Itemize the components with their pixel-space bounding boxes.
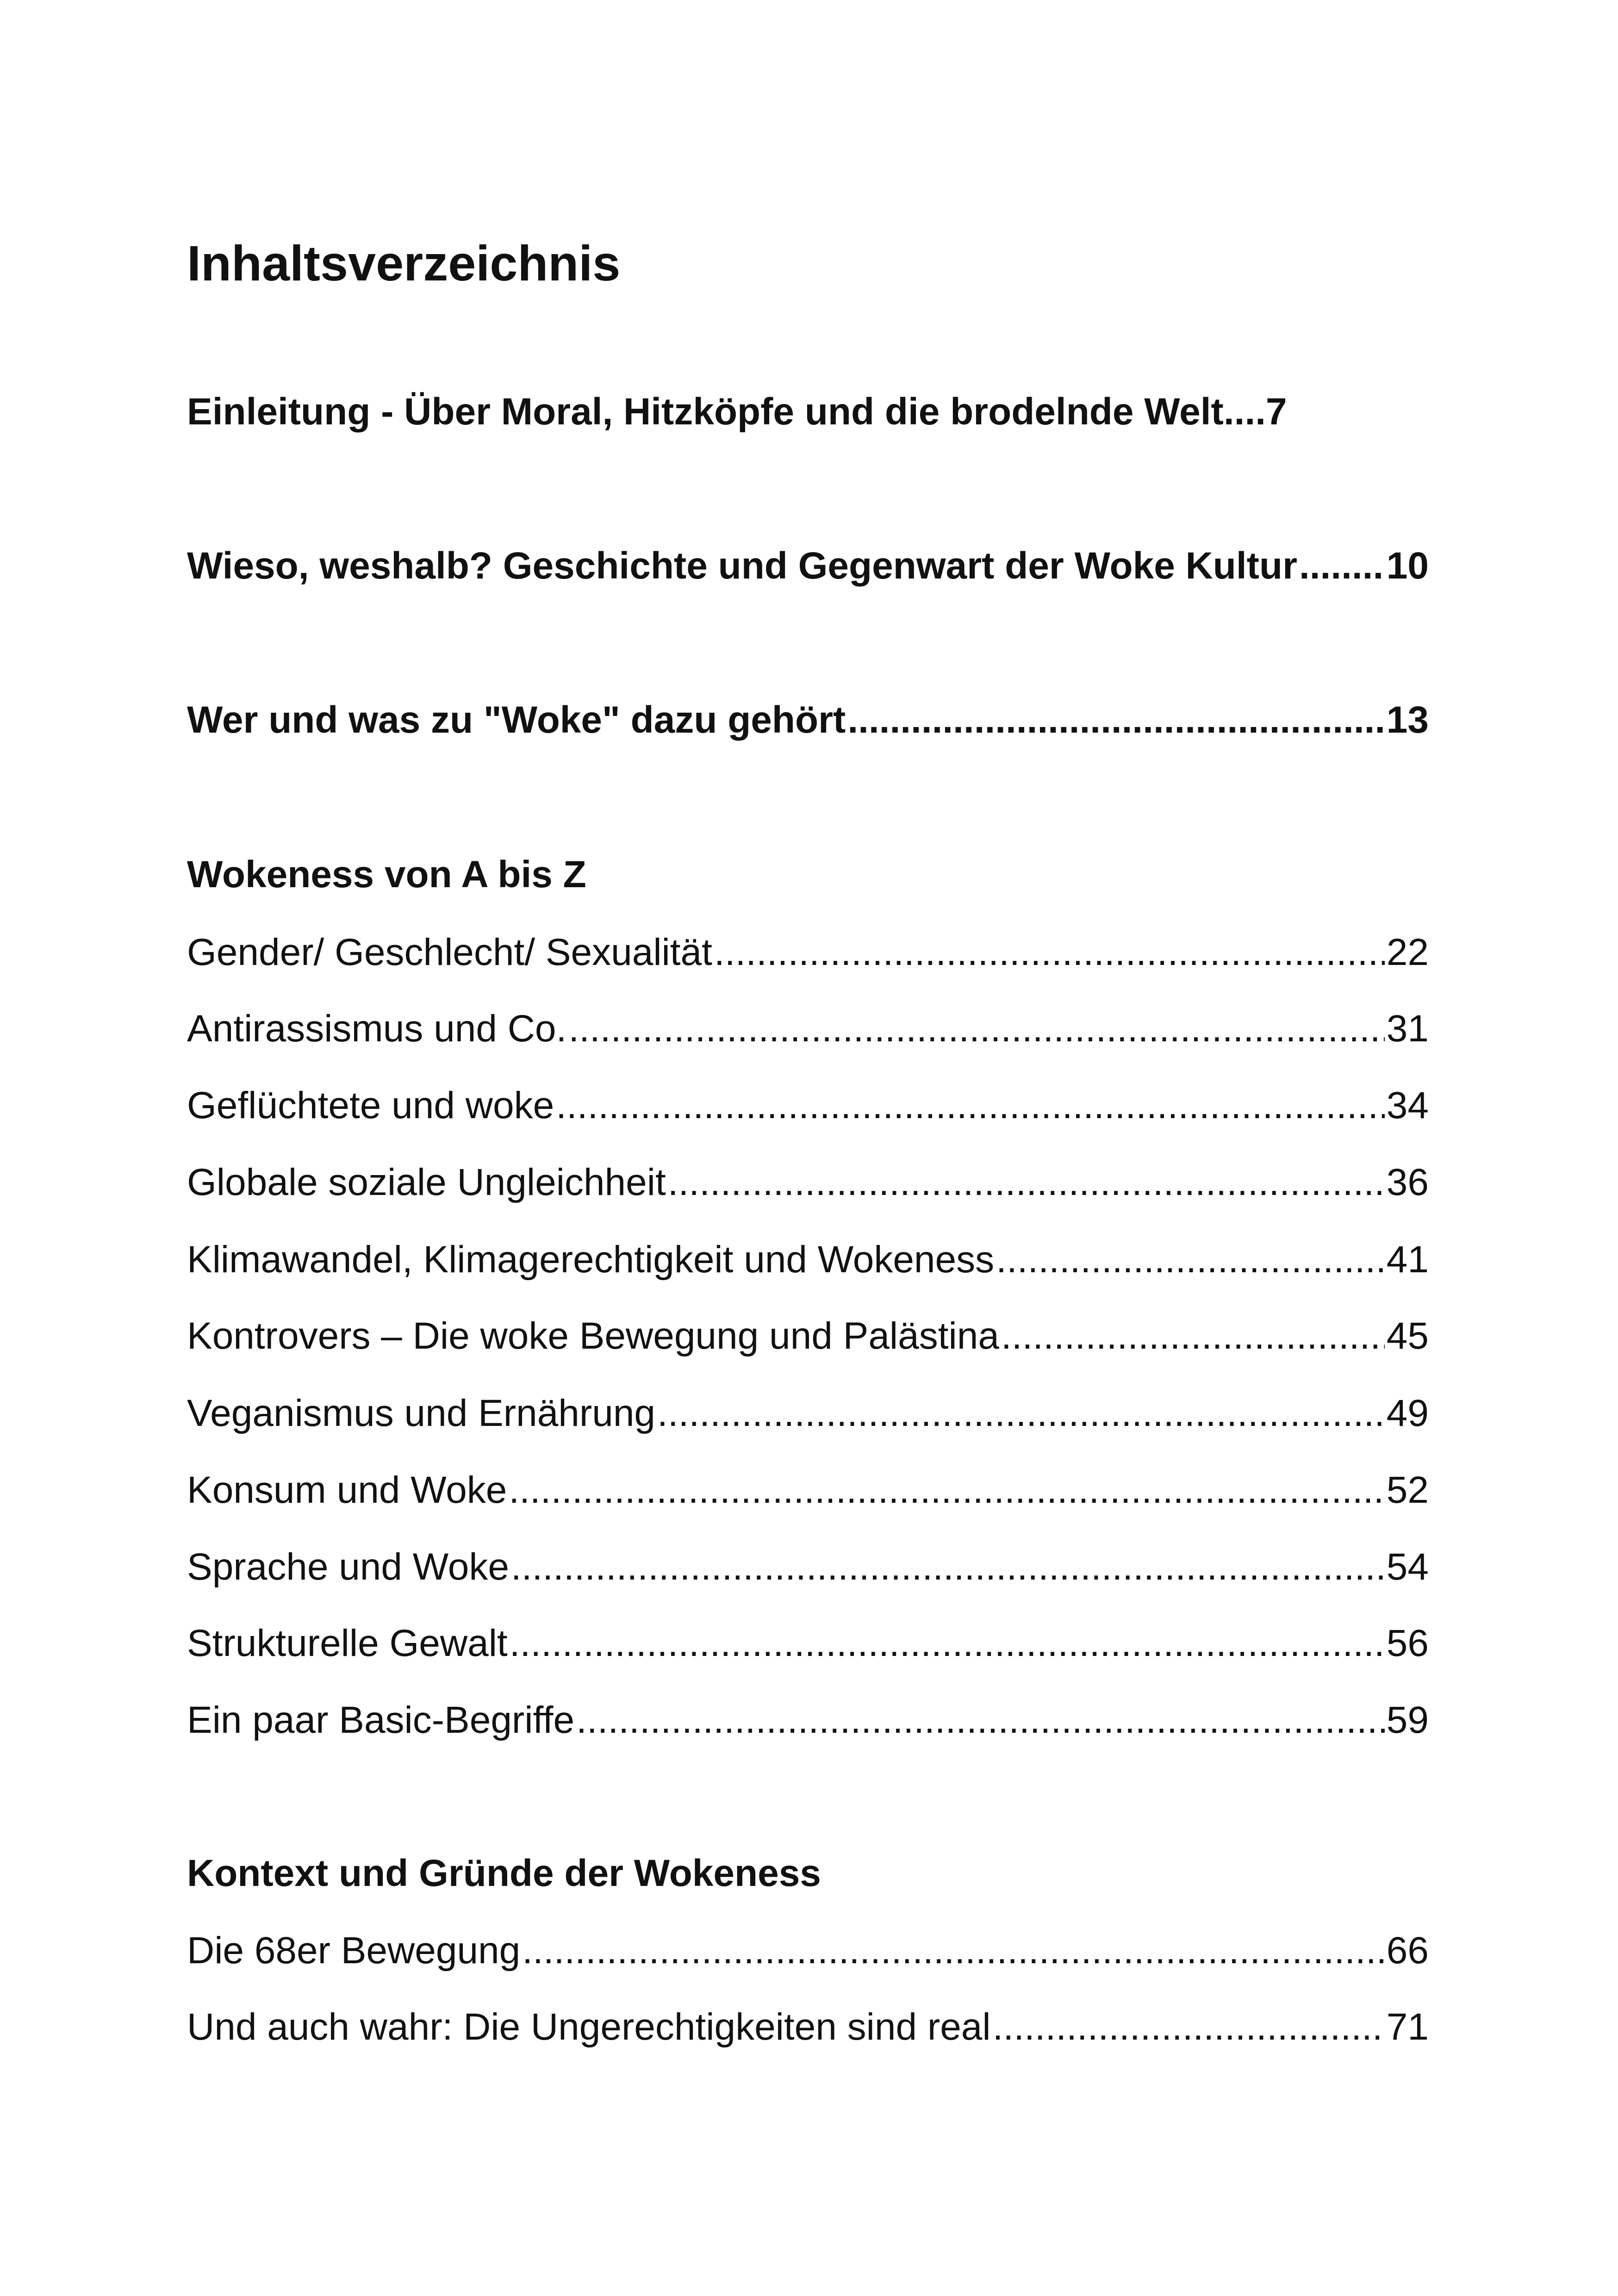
toc-leader-dots — [568, 1003, 1384, 1054]
toc-page-number: 22 — [1386, 931, 1429, 973]
toc-page-number: 13 — [1386, 699, 1429, 741]
toc-entry[interactable] — [187, 1695, 1429, 1746]
toc-entry-text: Kontrovers – Die woke Bewegung und Palästina — [187, 1315, 999, 1357]
toc-page-number: 54 — [1386, 1546, 1429, 1588]
toc-entry[interactable] — [187, 1925, 1429, 1976]
toc-entry-chapter[interactable] — [187, 541, 1429, 591]
toc-leader-dots — [576, 1695, 1385, 1746]
toc-entry-text: Veganismus und Ernährung — [187, 1392, 656, 1434]
toc-page-number: 7 — [1266, 391, 1287, 433]
toc-leader-dots — [668, 1157, 1385, 1208]
toc-leader-dots — [511, 1542, 1385, 1593]
toc-page-number: 41 — [1386, 1238, 1429, 1281]
toc-entry-text: Die 68er Bewegung — [187, 1929, 521, 1972]
toc-leader-dots — [556, 1080, 1385, 1131]
toc-leader-dots — [993, 2002, 1385, 2053]
toc-entry[interactable] — [187, 1618, 1429, 1669]
toc-page-number: 52 — [1386, 1469, 1429, 1511]
toc-page-number: 66 — [1386, 1929, 1429, 1972]
toc-leader-dots — [714, 927, 1385, 978]
toc-page-number: 56 — [1386, 1622, 1429, 1664]
toc-page-number: 31 — [1386, 1008, 1429, 1050]
toc-entry-text: Strukturelle Gewalt — [187, 1622, 508, 1664]
toc-leader-dots — [509, 1465, 1384, 1516]
toc-entry-text: Wieso, weshalb? Geschichte und Gegenwart der Woke Kultur — [187, 545, 1297, 587]
toc-page-number: 45 — [1386, 1315, 1429, 1357]
toc-page-number: 34 — [1386, 1084, 1429, 1126]
toc-entry[interactable] — [187, 1388, 1429, 1439]
section-heading: Wokeness von A bis Z — [187, 853, 586, 896]
toc-page-number: 59 — [1386, 1699, 1429, 1741]
toc-entry[interactable] — [187, 1542, 1429, 1593]
toc-entry-text: Klimawandel, Klimagerechtigkeit und Wokeness — [187, 1238, 995, 1281]
toc-entry[interactable] — [187, 1080, 1429, 1131]
toc-leader-dots — [522, 1925, 1385, 1976]
toc-leader-dots — [510, 1618, 1385, 1669]
toc-leader-dots — [1001, 1311, 1385, 1362]
section-heading: Kontext und Gründe der Wokeness — [187, 1852, 821, 1894]
toc-page-number: 49 — [1386, 1392, 1429, 1434]
toc-leader-dots — [657, 1388, 1385, 1439]
toc-entry-text: Und auch wahr: Die Ungerechtigkeiten sind real — [187, 2006, 991, 2048]
toc-page-number: 10 — [1386, 545, 1429, 587]
toc-leader-dots — [847, 695, 1384, 746]
toc-entry-text: Gender/ Geschlecht/ Sexualität — [187, 931, 712, 973]
toc-entry-text: Antirassismus und Co. — [187, 1008, 567, 1050]
toc-entry-text: Wer und was zu "Woke" dazu gehört — [187, 699, 846, 741]
toc-entry[interactable] — [187, 1311, 1429, 1362]
toc-entry[interactable] — [187, 1465, 1429, 1516]
toc-entry-chapter[interactable] — [187, 695, 1429, 746]
toc-entry[interactable] — [187, 1234, 1429, 1285]
toc-entry-text: Ein paar Basic-Begriffe — [187, 1699, 575, 1741]
toc-entry[interactable] — [187, 927, 1429, 978]
page-title: Inhaltsverzeichnis — [187, 235, 621, 291]
toc-page-number: 36 — [1386, 1161, 1429, 1203]
toc-entry[interactable] — [187, 1157, 1429, 1208]
toc-entry-introduction[interactable] — [187, 386, 1287, 437]
toc-entry-text: Konsum und Woke — [187, 1469, 507, 1511]
toc-entry-text: Sprache und Woke — [187, 1546, 509, 1588]
toc-leader-dots — [996, 1234, 1385, 1285]
toc-entry-text: Globale soziale Ungleichheit — [187, 1161, 666, 1203]
toc-entry-text: Geflüchtete und woke — [187, 1084, 554, 1126]
toc-leader-dots: .... — [1223, 391, 1266, 433]
toc-leader-dots — [1299, 541, 1385, 591]
toc-entry-text: Einleitung - Über Moral, Hitzköpfe und die brodelnde Welt — [187, 391, 1224, 433]
toc-page-number: 71 — [1386, 2006, 1429, 2048]
toc-entry[interactable] — [187, 1003, 1429, 1054]
toc-entry[interactable] — [187, 2002, 1429, 2053]
